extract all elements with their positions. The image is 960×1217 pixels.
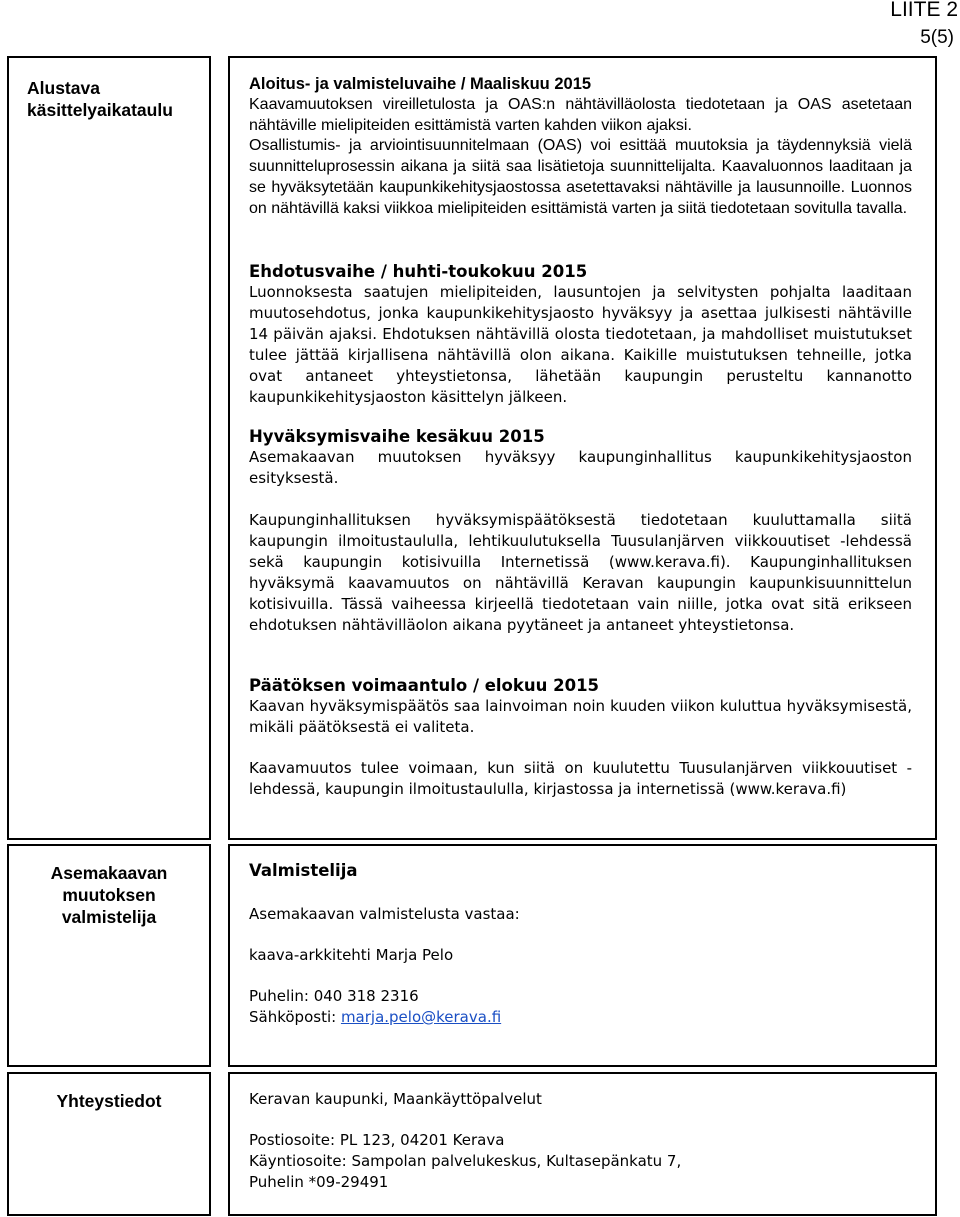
preparer-label-line1: Asemakaavan xyxy=(50,863,168,883)
phase-start-text-c: Kaavaluonnos laaditaan ja se hyväksytetään kaupunkikehitysjaostossa asetettavaksi nähtäville ja lausunnoille. xyxy=(249,158,913,196)
contact-label-cell xyxy=(7,1072,211,1216)
preparer-label-cell xyxy=(7,844,211,1067)
contact-visit: Käyntiosoite: Sampolan palvelukeskus, Kultasepänkatu 7, xyxy=(249,1152,682,1170)
phase-proposal-heading: Ehdotusvaihe / huhti-toukokuu 2015 xyxy=(249,262,588,281)
phase-effect-heading: Päätöksen voimaantulo / elokuu 2015 xyxy=(249,676,600,695)
contact-org: Keravan kaupunki, Maankäyttöpalvelut xyxy=(249,1090,542,1108)
preparer-heading: Valmistelija xyxy=(249,861,358,880)
phase-approval-block xyxy=(249,426,912,489)
preparer-label-line2: muutoksen xyxy=(62,885,156,905)
preparer-label-line3: valmistelija xyxy=(61,907,157,927)
preparer-email-row xyxy=(249,1007,912,1028)
phase-effect-text: Kaavan hyväksymispäätös saa lainvoiman noin kuuden viikon kuluttua hyväksymisestä, mikäli päätöksestä ei valiteta. xyxy=(249,697,912,736)
phase-start-text-a: Kaavamuutoksen vireilletulosta ja OAS:n nähtävilläolosta tiedotetaan ja OAS asetetaan nähtäville mielipiteiden esittämistä varten kahden viikon ajaksi. xyxy=(249,95,912,134)
preparer-person: kaava-arkkitehti Marja Pelo xyxy=(249,946,454,964)
contact-postal: Postiosoite: PL 123, 04201 Kerava xyxy=(249,1131,505,1149)
contact-phone: Puhelin *09-29491 xyxy=(249,1173,389,1191)
preparer-email-label: Sähköposti: xyxy=(249,1008,341,1026)
schedule-label-line1: Alustava xyxy=(27,78,100,98)
schedule-label-cell xyxy=(7,56,211,840)
phase-effect-block xyxy=(249,675,912,738)
phase-proposal-block xyxy=(249,261,912,408)
phase-approval-text: Asemakaavan muutoksen hyväksyy kaupunginhallitus kaupunkikehitysjaoston esityksestä. xyxy=(249,448,912,487)
phase-start-block xyxy=(249,74,912,220)
contact-label: Yhteystiedot xyxy=(56,1091,162,1111)
phase-start-text-d: Luonnos on nähtävillä kaksi viikkoa mielipiteiden esittämistä varten ja siitä tiedotetaan sovitulla tavalla. xyxy=(249,178,912,217)
schedule-label-line2: käsittelyaikataulu xyxy=(27,100,173,120)
phase-start-text-b: Osallistumis- ja arviointisuunnitelmaan (OAS) voi esittää muutoksia ja täydennyksiä vielä suunnitteluprosessin aikana ja siitä saa lisätietoja suunnittelijalta. xyxy=(249,137,912,176)
appendix-label: LIITE 2 xyxy=(890,0,958,21)
phase-start-heading: Aloitus- ja valmisteluvaihe / Maaliskuu 2015 xyxy=(249,75,592,93)
preparer-responsible: Asemakaavan valmistelusta vastaa: xyxy=(249,905,520,923)
phase-effect-text2: Kaavamuutos tulee voimaan, kun siitä on kuulutettu Tuusulanjärven viikkouutiset -lehdessä, kaupungin ilmoitustaululla, kirjastossa ja internetissä (www.kerava.fi) xyxy=(249,759,912,798)
preparer-phone: Puhelin: 040 318 2316 xyxy=(249,987,419,1005)
phase-proposal-text: Luonnoksesta saatujen mielipiteiden, lausuntojen ja selvitysten pohjalta laaditaan muutosehdotus, jonka kaupunkikehitysjaosto hyväksyy ja asettaa julkisesti nähtäville 14 päivän ajaksi. Ehdotuksen nähtävillä olosta tiedotetaan, ja mahdolliset muistutukset tulee jättää kirjallisena nähtävillä olon aikana. Kaikille muistutuksen tehneille, jotka ovat antaneet yhteystietonsa, lähetään kaupungin perusteltu kannanotto kaupunkikehitysjaoston käsittelyn jälkeen. xyxy=(249,283,912,406)
phase-approval-text2: Kaupunginhallituksen hyväksymispäätöksestä tiedotetaan kuuluttamalla siitä kaupungin ilmoitustaululla, lehtikuulutuksella Tuusulanjärven viikkouutiset -lehdessä sekä kaupungin kotisivuilla Internetissä (www.kerava.fi). Kaupunginhallituksen hyväksymä kaavamuutos on nähtävillä Keravan kaupungin kaupunkisuunnittelun kotisivuilla. Tässä vaiheessa kirjeellä tiedotetaan vain niille, jotka ovat sitä erikseen ehdotuksen nähtävilläolon aikana pyytäneet ja antaneet yhteystietonsa. xyxy=(249,511,912,634)
preparer-email-link[interactable]: marja.pelo@kerava.fi xyxy=(340,1008,502,1026)
phase-approval-heading: Hyväksymisvaihe kesäkuu 2015 xyxy=(249,427,545,446)
page-number: 5(5) xyxy=(920,27,954,48)
